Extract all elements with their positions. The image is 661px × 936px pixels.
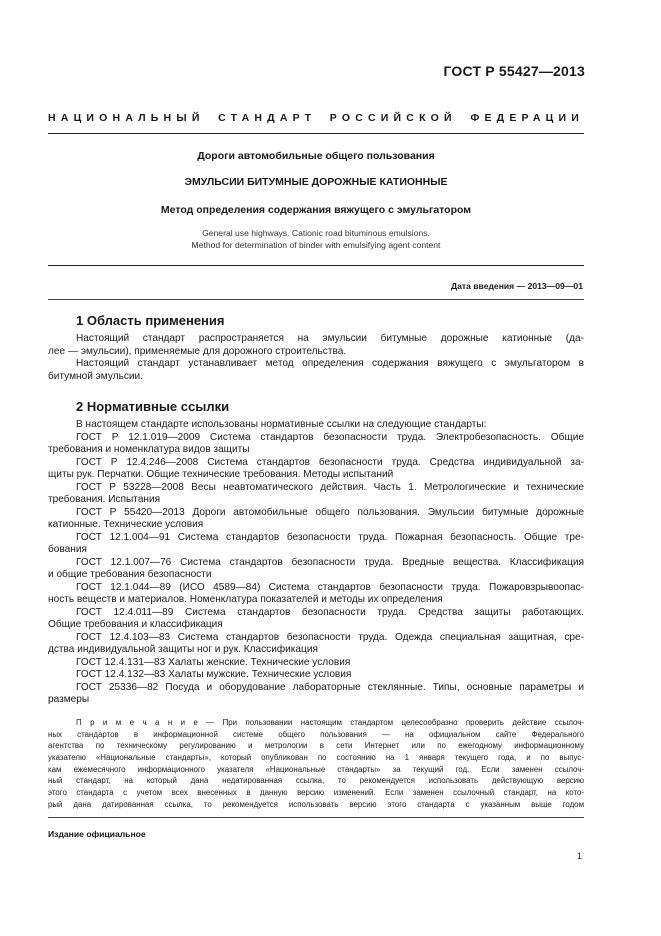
page-number: 1 [576, 851, 582, 861]
text-line: ГОСТ 12.4.131—83 Халаты женские. Технические условия [76, 656, 351, 668]
text-line: ГОСТ 12.1.007—76 Система стандартов безопасности труда. Вредные вещества. Классификация [76, 556, 584, 568]
text-line: щиты рук. Перчатки. Общие технические требования. Методы испытаний [48, 469, 394, 480]
text-line: битумной эмульсии. [48, 370, 143, 382]
note-line: агентства по техническому регулированию и метрологии в сети Интернет или по ежегодному информационному [48, 741, 584, 751]
section-1-body [48, 333, 584, 383]
text-line: ГОСТ 12.4.103—83 Система стандартов безопасности труда. Одежда специальная защитная, сре- [76, 631, 584, 643]
section-1-heading: 1 Область применения [76, 313, 225, 328]
text-line: ГОСТ 12.1.044—89 (ИСО 4589—84) Система стандартов безопасности труда. Пожаровзрывоопас- [76, 581, 584, 593]
rule-footer [48, 817, 584, 818]
date-of-introduction: Дата введения — 2013—09—01 [450, 281, 583, 291]
title-line-3: Метод определения содержания вяжущего с эмульгатором [160, 204, 472, 216]
section-2-body [48, 419, 584, 707]
text-line: бования [48, 544, 87, 555]
national-standard-banner [48, 112, 584, 124]
text-line: катионные. Технические условия [48, 519, 204, 530]
rule-title-bottom [48, 265, 584, 266]
text-line: требования и номенклатура видов защиты [48, 444, 250, 455]
text-line: Настоящий стандарт распространяется на эмульсии битумные дорожные катионные (да- [76, 333, 584, 344]
banner-word: НАЦИОНАЛЬНЫЙ [48, 112, 205, 124]
title-line-2: ЭМУЛЬСИИ БИТУМНЫЕ ДОРОЖНЫЕ КАТИОННЫЕ [184, 176, 448, 188]
rule-date [48, 299, 584, 300]
note-line: указателю «Национальные стандарты», который опубликован по состоянию на 1 января текущего года, и по выпус- [48, 753, 584, 763]
banner-word: СТАНДАРТ [218, 112, 317, 124]
text-line: ность веществ и материалов. Номенклатура показателей и методы их определения [48, 594, 443, 605]
official-edition-label: Издание официальное [48, 829, 146, 839]
gost-code: ГОСТ Р 55427—2013 [443, 63, 585, 79]
banner-word: ФЕДЕРАЦИИ [470, 112, 584, 124]
note-line: рый дана датированная ссылка, то рекомендуется использовать версию этого стандарта с указанным выше годом [48, 799, 584, 809]
text-line: лее — эмульсии), применяемые для дорожного строительства. [48, 345, 347, 357]
text-line: требования. Испытания [48, 494, 161, 505]
text-line: ГОСТ Р 12.4.246—2008 Система стандартов безопасности труда. Средства индивидуальной за- [76, 456, 584, 468]
text-line: размеры [48, 694, 90, 705]
text-line: и общие требования безопасности [48, 569, 212, 580]
text-line: ГОСТ 12.1.004—91 Система стандартов безопасности труда. Пожарная безопасность. Общие тре- [76, 531, 584, 543]
note-line: кам ежемесячного информационного указателя «Национальные стандарты» за текущий год. Если заменен ссылоч- [48, 764, 584, 774]
text-line: Настоящий стандарт устанавливает метод определения содержания вяжущего с эмульгатором в [76, 358, 584, 369]
text-line: ГОСТ Р 12.1.019—2009 Система стандартов безопасности труда. Электробезопасность. Общие [76, 431, 584, 443]
english-title-1: General use highways. Cationic road bituminous emulsions. [202, 228, 430, 238]
banner-word: РОССИЙСКОЙ [329, 112, 457, 124]
note-line: ный стандарт, на который дана недатированная ссылка, то рекомендуется использовать действующую версию [48, 776, 584, 786]
text-line: ГОСТ Р 53228—2008 Весы неавтоматического действия. Часть 1. Метрологические и технические [76, 481, 584, 493]
text-line: дства индивидуальной защиты ног и рук. Классификация [48, 644, 318, 655]
note-line: ных стандартов в информационной системе общего пользования — на официальном сайте Федерального [48, 729, 584, 739]
text-line: Общие требования и классификация [48, 619, 223, 630]
text-line: ГОСТ Р 55420—2013 Дороги автомобильные общего пользования. Эмульсии битумные дорожные [76, 506, 584, 518]
text-line: ГОСТ 12.4.132—83 Халаты мужские. Технические условия [76, 669, 352, 680]
text-line: ГОСТ 25336—82 Посуда и оборудование лабораторные стеклянные. Типы, основные параметры и [76, 681, 584, 693]
rule-top [48, 133, 584, 134]
text-line: ГОСТ 12.4.011—89 Система стандартов безопасности труда. Средства защиты работающих. [76, 606, 584, 618]
note-line: этого стандарта с учетом всех внесенных в данную версию изменений. Если заменен ссылочный стандарт, на кото- [48, 788, 584, 798]
text-line: В настоящем стандарте использованы нормативные ссылки на следующие стандарты: [76, 419, 487, 430]
section-2-heading: 2 Нормативные ссылки [76, 399, 230, 414]
note-block [48, 717, 584, 811]
note-line: П р и м е ч а н и е — При пользовании настоящим стандартом целесообразно проверить действие ссылоч- [76, 718, 584, 727]
title-line-1: Дороги автомобильные общего пользования [197, 150, 435, 162]
english-title-2: Method for determination of binder with emulsifying agent content [191, 240, 441, 250]
